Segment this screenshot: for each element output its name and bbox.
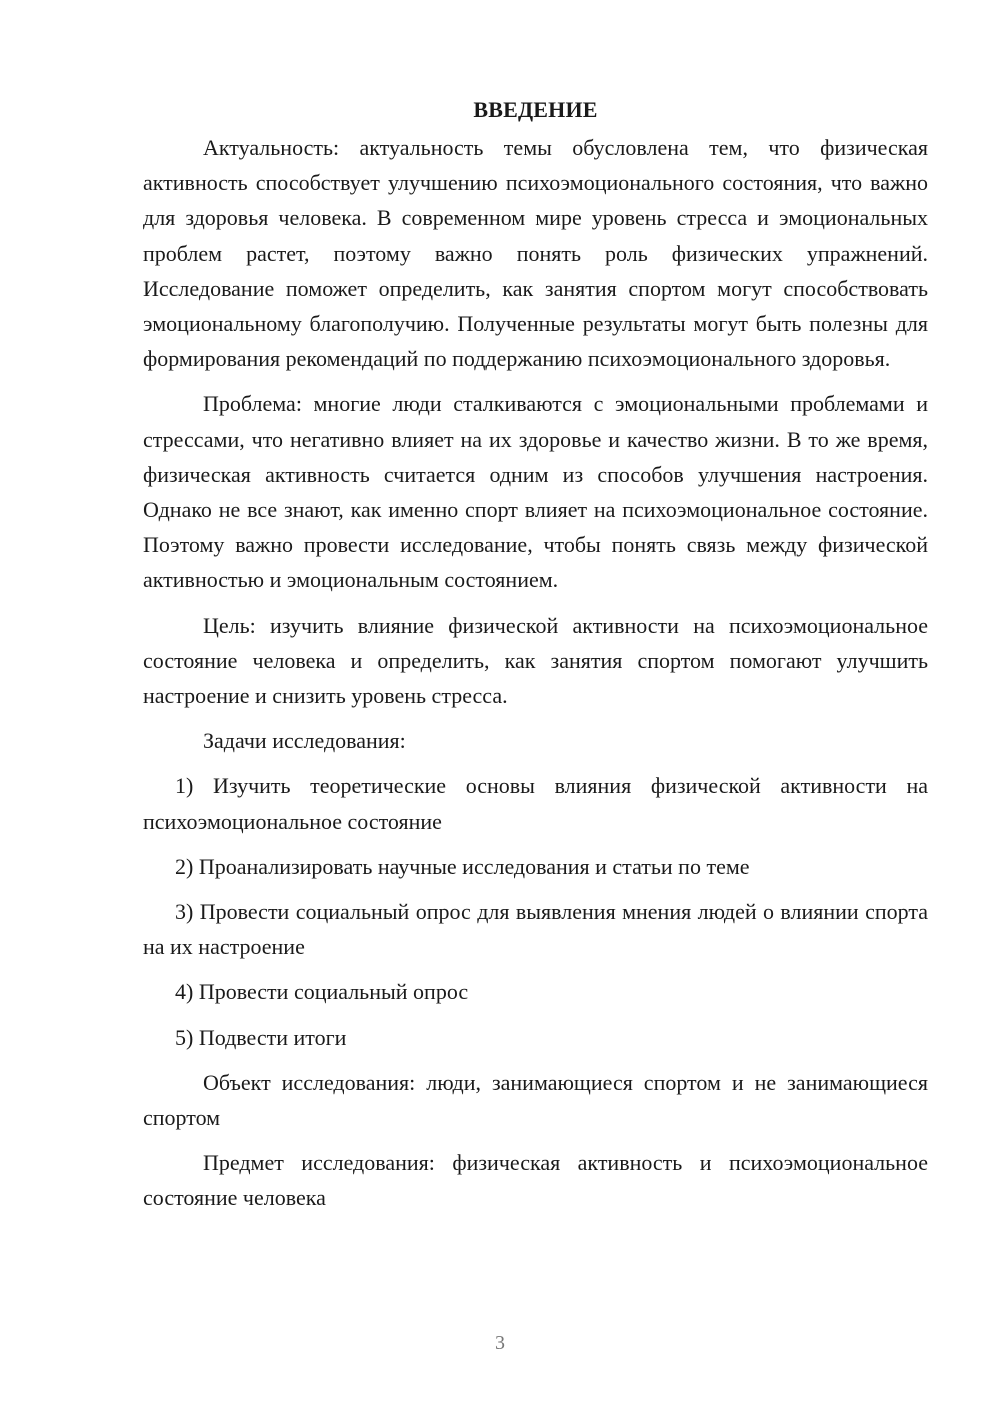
- tasks-heading: Задачи исследования:: [203, 728, 406, 754]
- task-item-5: 5) Подвести итоги: [175, 1024, 347, 1050]
- page-number: 3: [495, 1332, 505, 1354]
- paragraph-subject: Предмет исследования: физическая активность и психоэмоциональное состояние человека: [143, 1150, 928, 1211]
- task-item-3: 3) Провести социальный опрос для выявления мнения людей о влиянии спорта на их настроение: [143, 899, 928, 960]
- section-title: ВВЕДЕНИЕ: [473, 97, 598, 122]
- document-page: [143, 92, 928, 1226]
- paragraph-goal: Цель: изучить влияние физической активности на психоэмоциональное состояние человека и определить, как занятия спортом помогают улучшить настроение и снизить уровень стресса.: [143, 612, 928, 709]
- paragraph-problem: Проблема: многие люди сталкиваются с эмоциональными проблемами и стрессами, что негативно влияет на их здоровье и качество жизни. В то же время, физическая активность считается одним из способов улучшения настроения. Однако не все знают, как именно спорт влияет на психоэмоциональное состояние. Поэтому важно провести исследование, чтобы понять связь между физической активностью и эмоциональным состоянием.: [143, 391, 928, 593]
- task-item-4: 4) Провести социальный опрос: [175, 979, 469, 1005]
- paragraph-object: Объект исследования: люди, занимающиеся спортом и не занимающиеся спортом: [143, 1069, 928, 1131]
- task-item-2: 2) Проанализировать научные исследования и статьи по теме: [175, 853, 750, 879]
- paragraph-relevance: Актуальность: актуальность темы обусловлена тем, что физическая активность способствует улучшению психоэмоционального состояния, что важно для здоровья человека. В современном мире уровень стресса и эмоциональных проблем растет, поэтому важно понять роль физических упражнений. Исследование поможет определить, как занятия спортом могут способствовать эмоциональному благополучию. Полученные результаты могут быть полезны для формирования рекомендаций по поддержанию психоэмоционального здоровья.: [143, 135, 928, 372]
- task-item-1: 1) Изучить теоретические основы влияния физической активности на психоэмоциональное состояние: [143, 773, 928, 834]
